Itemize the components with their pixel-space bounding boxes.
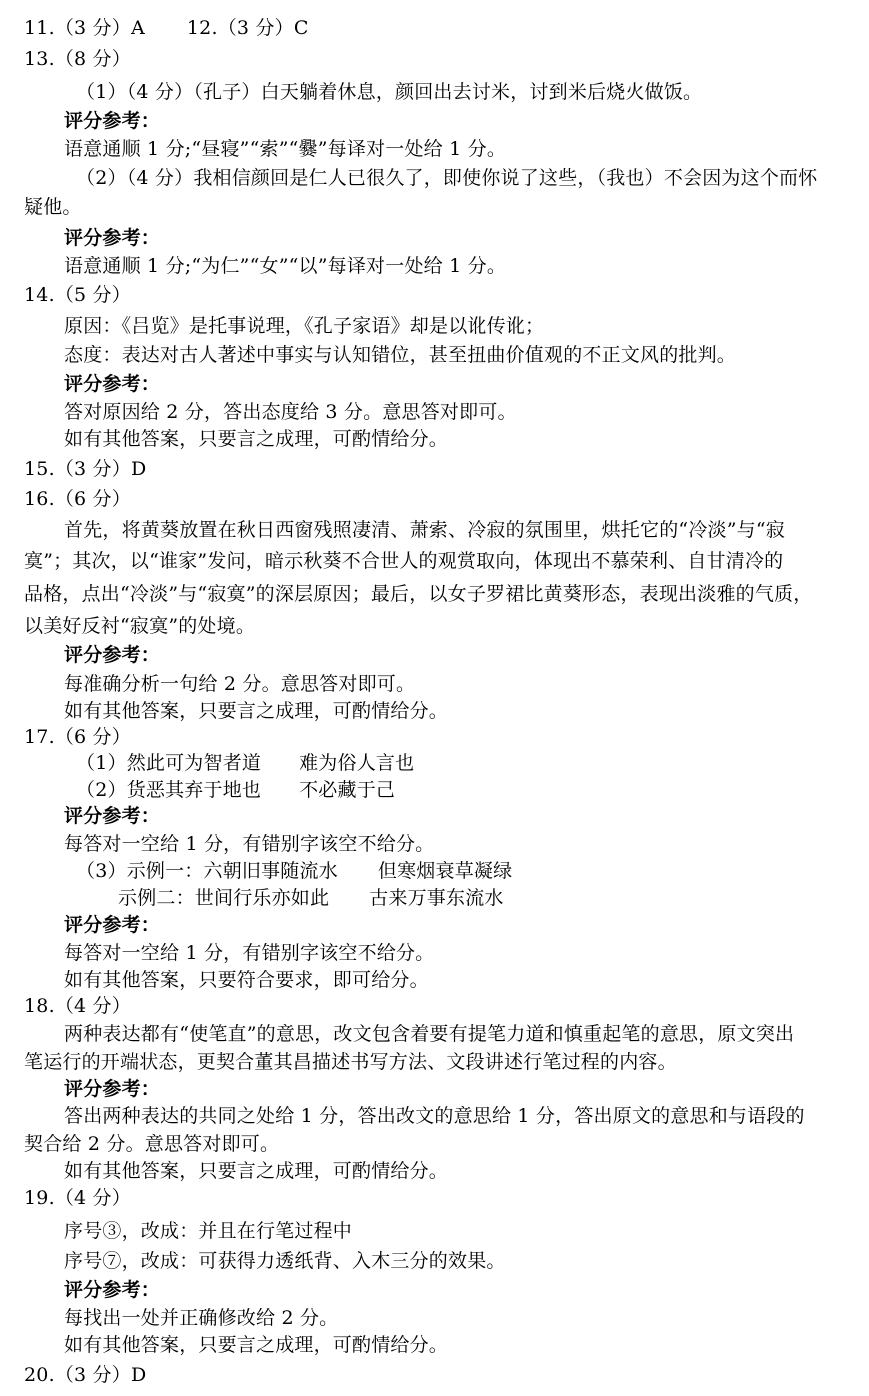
answer-13-1: （1）（4 分）（孔子）白天躺着休息，颜回出去讨米，讨到米后烧火做饭。	[76, 81, 703, 103]
answer-18-text: 两种表达都有“使笔直”的意思，改文包含着要有提笔力道和慎重起笔的意思，原文突出	[64, 1023, 795, 1045]
scoring-heading: 评分参考：	[64, 644, 161, 666]
answer-19-item-7: 序号⑦，改成：可获得力透纸背、入木三分的效果。	[64, 1250, 506, 1272]
scoring-note: 语意通顺 1 分;“昼寝”“索”“爨”每译对一处给 1 分。	[64, 138, 507, 160]
question-19-heading: 19.（4 分）	[24, 1187, 131, 1209]
answer-17-1-a: （1）然此可为智者道	[76, 752, 262, 774]
answer-16-text: 以美好反衬“寂寞”的处境。	[24, 615, 256, 637]
answer-13-2: （2）（4 分）我相信颜回是仁人已很久了，即使你说了这些，（我也）不会因为这个而怀	[76, 167, 818, 189]
scoring-heading: 评分参考：	[64, 110, 161, 132]
answer-13-2-cont: 疑他。	[24, 196, 82, 218]
question-13-heading: 13.（8 分）	[24, 48, 131, 70]
answer-17-1-b: 难为俗人言也	[299, 752, 415, 774]
answer-18-text: 笔运行的开端状态，更契合董其昌描述书写方法、文段讲述行笔过程的内容。	[24, 1051, 677, 1073]
scoring-note: 语意通顺 1 分;“为仁”“女”“以”每译对一处给 1 分。	[64, 255, 507, 277]
scoring-note: 如有其他答案，只要言之成理，可酌情给分。	[64, 1160, 449, 1182]
answer-14-attitude: 态度：表达对古人著述中事实与认知错位，甚至扭曲价值观的不正文风的批判。	[64, 344, 737, 366]
answer-17-3-example-2	[118, 885, 859, 912]
answer-16-text: 寞”；其次，以“谁家”发问，暗示秋葵不合世人的观赏取向，体现出不慕荣利、自甘清冷的	[24, 550, 784, 572]
question-17-heading: 17.（6 分）	[24, 726, 131, 748]
example-1-b: 但寒烟衰草凝绿	[377, 860, 513, 882]
scoring-note: 如有其他答案，只要言之成理，可酌情给分。	[64, 700, 449, 722]
scoring-note: 如有其他答案，只要言之成理，可酌情给分。	[64, 1334, 449, 1356]
scoring-heading: 评分参考：	[64, 914, 161, 936]
answer-11: 11.（3 分）A	[24, 17, 145, 39]
question-14-heading: 14.（5 分）	[24, 284, 131, 306]
scoring-note: 每答对一空给 1 分，有错别字该空不给分。	[64, 833, 435, 855]
answer-16-text: 首先，将黄葵放置在秋日西窗残照凄清、萧索、冷寂的氛围里，烘托它的“冷淡”与“寂	[64, 519, 785, 541]
scoring-note: 每准确分析一句给 2 分。意思答对即可。	[64, 673, 416, 695]
scoring-note: 答出两种表达的共同之处给 1 分，答出改文的意思给 1 分，答出原文的意思和与语段的	[64, 1105, 805, 1127]
answer-15: 15.（3 分）D	[24, 458, 147, 480]
scoring-heading: 评分参考：	[64, 373, 161, 395]
scoring-note: 答对原因给 2 分，答出态度给 3 分。意思答对即可。	[64, 401, 517, 423]
scoring-note: 每答对一空给 1 分，有错别字该空不给分。	[64, 942, 435, 964]
scoring-note: 契合给 2 分。意思答对即可。	[24, 1133, 280, 1155]
answer-17-2	[76, 777, 859, 804]
example-1-a: （3）示例一：六朝旧事随流水	[76, 860, 338, 882]
answer-19-item-3: 序号③，改成：并且在行笔过程中	[64, 1220, 353, 1242]
scoring-heading: 评分参考：	[64, 805, 161, 827]
answer-20: 20.（3 分）D	[24, 1364, 147, 1386]
answer-17-3-example-1	[76, 858, 859, 885]
scoring-note: 如有其他答案，只要言之成理，可酌情给分。	[64, 428, 449, 450]
answer-17-2-a: （2）货恶其弃于地也	[76, 779, 262, 801]
example-2-a: 示例二：世间行乐亦如此	[118, 887, 330, 909]
example-2-b: 古来万事东流水	[369, 887, 504, 909]
answer-12: 12.（3 分）C	[186, 17, 309, 39]
answer-14-reason: 原因：《吕览》是托事说理，《孔子家语》却是以讹传讹；	[64, 315, 545, 337]
question-18-heading: 18.（4 分）	[24, 995, 131, 1017]
answer-line	[24, 15, 859, 42]
answer-17-1	[76, 750, 859, 777]
scoring-note: 如有其他答案，只要符合要求，即可给分。	[64, 969, 429, 991]
scoring-heading: 评分参考：	[64, 1279, 161, 1301]
answer-16-text: 品格，点出“冷淡”与“寂寞”的深层原因；最后，以女子罗裙比黄葵形态，表现出淡雅的气质，	[24, 583, 813, 605]
question-16-heading: 16.（6 分）	[24, 488, 131, 510]
answer-17-2-b: 不必藏于己	[299, 779, 396, 801]
scoring-heading: 评分参考：	[64, 1078, 161, 1100]
scoring-note: 每找出一处并正确修改给 2 分。	[64, 1307, 339, 1329]
scoring-heading: 评分参考：	[64, 227, 161, 249]
